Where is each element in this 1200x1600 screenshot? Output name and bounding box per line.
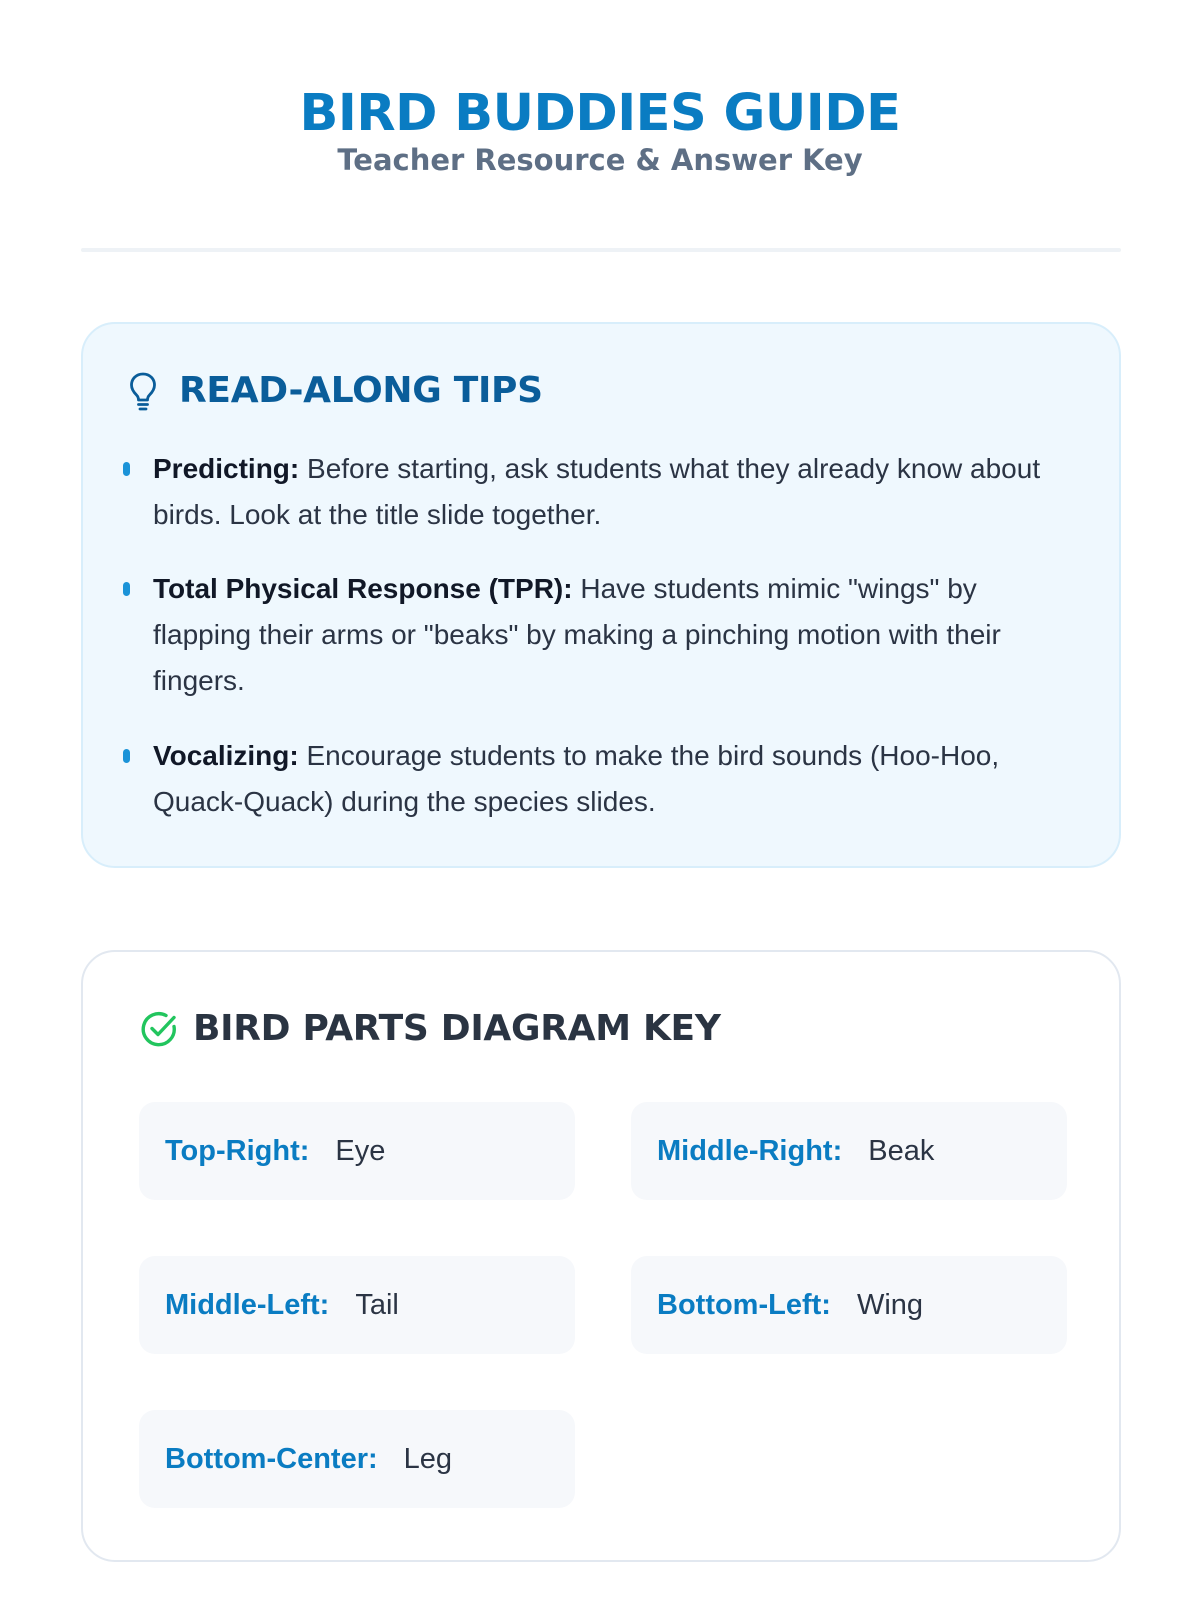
tip-tpr bbox=[123, 566, 1073, 704]
diagram-key-heading bbox=[139, 1008, 721, 1049]
key-item-leg bbox=[139, 1410, 575, 1508]
read-along-tips-card bbox=[81, 322, 1121, 868]
bird-parts-diagram-key-card bbox=[81, 950, 1121, 1562]
tip-predicting bbox=[123, 446, 1073, 538]
key-location: Bottom-Center: bbox=[165, 1442, 378, 1475]
key-part: Eye bbox=[335, 1134, 386, 1167]
key-item-wing bbox=[631, 1256, 1067, 1354]
key-location: Bottom-Left: bbox=[657, 1288, 831, 1321]
key-part: Wing bbox=[856, 1288, 924, 1321]
bullet-marker bbox=[123, 462, 130, 476]
key-part: Beak bbox=[868, 1134, 935, 1167]
key-item-tail bbox=[139, 1256, 575, 1354]
key-location: Middle-Right: bbox=[657, 1134, 843, 1167]
bullet-marker bbox=[123, 749, 130, 763]
tip-term: Vocalizing: bbox=[153, 740, 299, 771]
page-header bbox=[0, 82, 1200, 180]
tip-text: Before starting, ask students what they already know about birds. Look at the title slide together. bbox=[153, 453, 1041, 530]
tips-title: READ-ALONG TIPS bbox=[179, 370, 543, 411]
tip-text: Have students mimic "wings" by flapping their arms or "beaks" by making a pinching motion with their fingers. bbox=[153, 573, 1001, 696]
key-location: Middle-Left: bbox=[165, 1288, 330, 1321]
tips-heading bbox=[127, 370, 543, 411]
lightbulb-icon bbox=[127, 371, 159, 411]
bullet-marker bbox=[123, 582, 130, 596]
tip-text: Encourage students to make the bird sounds (Hoo-Hoo, Quack-Quack) during the species slides. bbox=[153, 740, 1000, 817]
key-location: Top-Right: bbox=[165, 1134, 310, 1167]
diagram-key-title: BIRD PARTS DIAGRAM KEY bbox=[193, 1008, 721, 1049]
key-part: Tail bbox=[355, 1288, 399, 1321]
check-circle-icon bbox=[139, 1009, 179, 1049]
tip-term: Predicting: bbox=[153, 453, 300, 484]
tip-term: Total Physical Response (TPR): bbox=[153, 573, 573, 604]
page-title: BIRD BUDDIES GUIDE bbox=[299, 84, 901, 143]
key-item-eye bbox=[139, 1102, 575, 1200]
page-subtitle: Teacher Resource & Answer Key bbox=[337, 143, 863, 177]
key-item-beak bbox=[631, 1102, 1067, 1200]
key-part: Leg bbox=[403, 1442, 453, 1475]
tip-vocalizing bbox=[123, 733, 1073, 825]
header-divider bbox=[81, 248, 1121, 252]
